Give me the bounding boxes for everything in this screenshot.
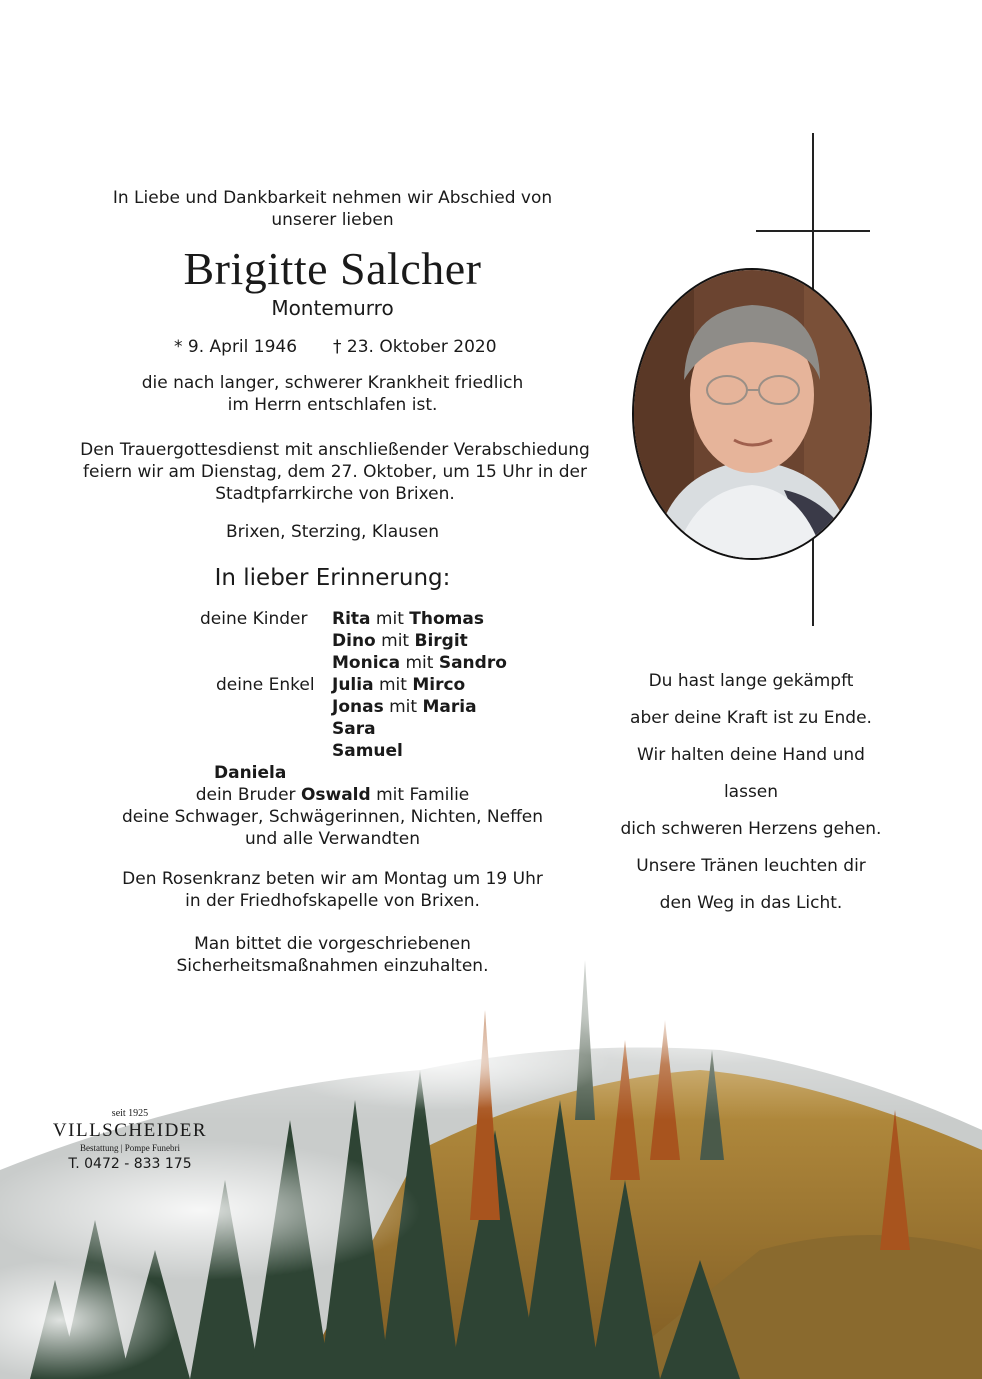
rosary-line: Den Rosenkranz beten wir am Montag um 19 Uhr xyxy=(122,869,543,889)
grandchild-name: Jonas xyxy=(332,697,384,717)
joiner: mit xyxy=(378,675,407,695)
passing-line: im Herrn entschlafen ist. xyxy=(227,395,438,415)
list-item xyxy=(332,630,468,652)
poem-line: Du hast lange gekämpft xyxy=(648,671,854,691)
rosary-line: in der Friedhofskapelle von Brixen. xyxy=(185,891,480,911)
partner-name: Mirco xyxy=(412,675,466,695)
children-label: deine Kinder xyxy=(200,609,308,629)
child-name: Monica xyxy=(332,653,401,673)
intro-line: In Liebe und Dankbarkeit nehmen wir Abschied von xyxy=(112,188,553,208)
brother-name: Oswald xyxy=(300,785,371,805)
portrait-image xyxy=(634,270,870,558)
cross-bar xyxy=(756,230,870,232)
death-date: † 23. Oktober 2020 xyxy=(333,337,497,357)
partner-name: Birgit xyxy=(414,631,468,651)
passing-text xyxy=(100,372,565,416)
logo-brand: VILLSCHEIDER xyxy=(52,1120,208,1141)
maiden-name: Montemurro xyxy=(271,296,394,320)
grandchild-name: Samuel xyxy=(332,741,403,761)
rosary-text xyxy=(100,868,565,912)
places: Brixen, Sterzing, Klausen xyxy=(225,522,440,542)
brother-line xyxy=(100,784,565,806)
portrait-photo xyxy=(632,268,872,560)
brother-prefix: dein Bruder xyxy=(195,785,296,805)
joiner: mit xyxy=(405,653,434,673)
notice-line: Man bittet die vorgeschriebenen xyxy=(194,934,471,954)
list-item xyxy=(332,652,507,674)
memory-heading: In lieber Erinnerung: xyxy=(214,565,451,591)
poem-line: Wir halten deine Hand und lassen xyxy=(637,745,865,802)
joiner: mit xyxy=(389,697,418,717)
brother-suffix: mit Familie xyxy=(376,785,470,805)
notice-line: Sicherheitsmaßnahmen einzuhalten. xyxy=(176,956,489,976)
grandchild-name: Sara xyxy=(332,719,376,739)
joiner: mit xyxy=(375,609,404,629)
list-item xyxy=(332,696,477,718)
notice-text xyxy=(100,933,565,977)
relatives-line: und alle Verwandten xyxy=(244,829,420,849)
list-item xyxy=(332,718,376,740)
list-item xyxy=(332,608,484,630)
birth-date: * 9. April 1946 xyxy=(174,337,298,357)
poem-line: dich schweren Herzens gehen. xyxy=(620,819,882,839)
relative-name: Daniela xyxy=(214,763,287,783)
logo-since: seit 1925 xyxy=(111,1108,149,1119)
funeral-home-logo xyxy=(40,1108,220,1174)
list-item xyxy=(332,740,403,762)
deceased-name: Brigitte Salcher xyxy=(183,243,482,294)
service-text xyxy=(70,439,600,505)
service-line: Stadtpfarrkirche von Brixen. xyxy=(215,484,455,504)
poem xyxy=(612,663,890,922)
intro-text xyxy=(100,187,565,231)
poem-line: Unsere Tränen leuchten dir xyxy=(636,856,866,876)
in-laws-line: deine Schwager, Schwägerinnen, Nichten, Neffen xyxy=(121,807,544,827)
joiner: mit xyxy=(381,631,410,651)
child-name: Dino xyxy=(332,631,376,651)
passing-line: die nach langer, schwerer Krankheit friedlich xyxy=(141,373,524,393)
poem-line: den Weg in das Licht. xyxy=(659,893,843,913)
list-item xyxy=(332,674,465,696)
service-line: Den Trauergottesdienst mit anschließender Verabschiedung xyxy=(80,440,590,460)
list-item xyxy=(214,762,286,784)
child-name: Rita xyxy=(332,609,371,629)
partner-name: Sandro xyxy=(438,653,507,673)
grandchild-name: Julia xyxy=(332,675,374,695)
intro-line: unserer lieben xyxy=(271,210,394,230)
service-line: feiern wir am Dienstag, dem 27. Oktober, um 15 Uhr in der xyxy=(83,462,587,482)
partner-name: Thomas xyxy=(409,609,484,629)
partner-name: Maria xyxy=(422,697,477,717)
poem-line: aber deine Kraft ist zu Ende. xyxy=(630,708,872,728)
logo-tagline: Bestattung | Pompe Funebri xyxy=(79,1143,181,1153)
logo-phone: T. 0472 - 833 175 xyxy=(68,1156,192,1172)
grandchildren-label: deine Enkel xyxy=(216,675,315,695)
